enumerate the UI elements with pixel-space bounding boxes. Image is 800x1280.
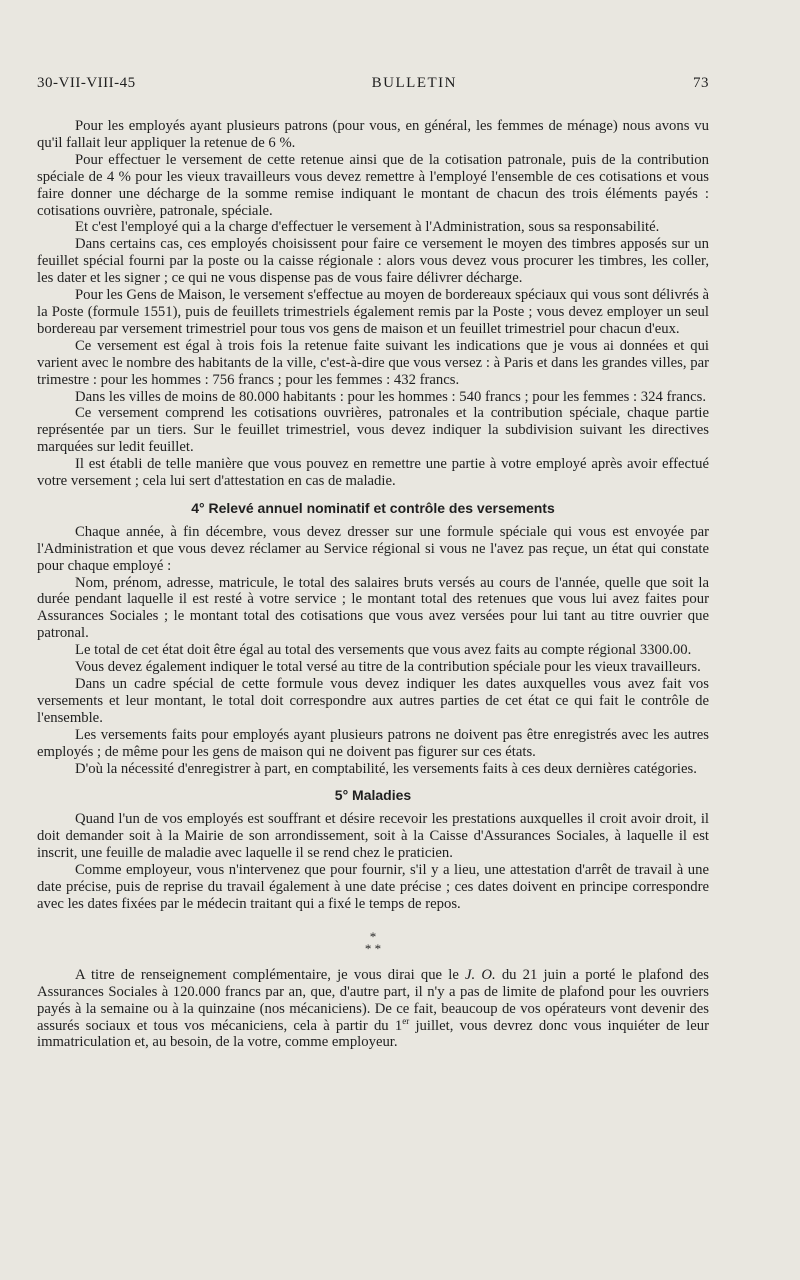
paragraph: Dans les villes de moins de 80.000 habitants : pour les hommes : 540 francs ; pour les femmes : 324 francs.: [75, 388, 707, 405]
paragraph: D'où la nécessité d'enregistrer à part, en comptabilité, les versements faits à ces deux dernières catégories.: [75, 760, 697, 777]
ordinal-superscript: er: [402, 1015, 410, 1026]
closing-paragraph: [37, 967, 709, 1052]
paragraph: Les versements faits pour employés ayant plusieurs patrons ne doivent pas être enregistrés avec les autres employés ; de même pour les gens de maison qui ne doivent pas figurer sur ces états.: [37, 726, 709, 760]
paragraph: Pour effectuer le versement de cette retenue ainsi que de la cotisation patronale, puis de la contribution spéciale de 4 % pour les vieux travailleurs vous devez remettre à l'employé l'ensemble de ces cotisations et vous faire donner une décharge de la somme remise indiquant le montant de chacun des trois éléments payés : cotisations ouvrière, patronale, spéciale.: [37, 151, 709, 219]
paragraph: Dans un cadre spécial de cette formule vous devez indiquer les dates auxquelles vous avez fait vos versements et leur montant, le total doit correspondre aux autres parties de cet état ce qui fait le contrôle de l'ensemble.: [37, 676, 709, 726]
paragraph: Pour les Gens de Maison, le versement s'effectue au moyen de bordereaux spéciaux qui vous sont délivrés à la Poste (formule 1551), puis de feuillets trimestriels également remis par la Poste ; vous devez employer un seul bordereau par versement trimestriel pour tous vos gens de maison et un feuillet trimestriel pour chacun d'eux.: [37, 287, 709, 337]
paragraph: Dans certains cas, ces employés choisissent pour faire ce versement le moyen des timbres apposés sur un feuillet spécial fourni par la poste ou la caisse régionale : alors vous devez vous procurer les timbres, les coller, les dater et les signer ; ce qui ne vous dispense pas de vous faire délivrer décharge.: [37, 236, 709, 287]
header-date: 30-VII-VIII-45: [37, 75, 136, 91]
asterisk-bottom: * *: [364, 940, 382, 956]
section-heading: 5° Maladies: [334, 787, 412, 804]
paragraph: Ce versement comprend les cotisations ouvrières, patronales et la contribution spéciale, chaque partie représentée par un tiers. Sur le feuillet trimestriel, vous devez indiquer la subdivision suivant les directives marquées sur ledit feuillet.: [37, 405, 709, 456]
paragraph: Comme employeur, vous n'intervenez que pour fournir, s'il y a lieu, une attestation d'arrêt de travail à une date précise, puis de reprise du travail également à une date précise ; ces dates doivent en principe correspondre avec les dates fixées par le médecin traitant qui a fixé le temps de repos.: [37, 862, 709, 912]
page-body: [37, 118, 709, 1051]
closing-text-2: du 21 juin a porté le plafond des Assurances Sociales à 120.000 francs par an, que, d'autre part, il n'y a pas de limite de plafond pour les ouvriers payés à la semaine ou à la quinzaine (nos mécaniciens). De ce fait, beaucoup de vos opérateurs vont devenir des assurés sociaux et tous vos mécaniciens, cela à partir du 1: [37, 966, 709, 1034]
paragraph: Nom, prénom, adresse, matricule, le total des salaires bruts versés au cours de l'année, quelle que soit la durée pendant laquelle il est resté à votre service ; le montant total des retenues que vous lui avez faites pour Assurances Sociales ; le montant total des cotisations que vous avez versées pour lui tant au titre ouvrier que patronal.: [37, 574, 709, 642]
paragraph: Quand l'un de vos employés est souffrant et désire recevoir les prestations auxquelles il croit avoir droit, il doit demander soit à la Mairie de son arrondissement, soit à la Caisse d'Assurances Sociales, à laquelle il est inscrit, une feuille de maladie avec laquelle il se rend chez le praticien.: [37, 811, 709, 862]
page-header: [37, 75, 709, 92]
closing-text-1: A titre de renseignement complémentaire, je vous dirai que le: [75, 966, 466, 983]
paragraph: Ce versement est égal à trois fois la retenue faite suivant les indications que je vous ai données et qui varient avec le nombre des habitants de la ville, c'est-à-dire que vous versez : à Paris et dans les grandes villes, par trimestre : pour les hommes : 756 francs ; pour les femmes : 432 francs.: [37, 337, 709, 388]
page-number: 73: [693, 75, 709, 91]
separator-asterisks: [37, 928, 709, 956]
paragraph: Vous devez également indiquer le total versé au titre de la contribution spéciale pour les vieux travailleurs.: [75, 659, 701, 676]
paragraph: Pour les employés ayant plusieurs patrons (pour vous, en général, les femmes de ménage) nous avons vu qu'il fallait leur appliquer la retenue de 6 %.: [37, 118, 709, 151]
header-title: BULLETIN: [371, 75, 457, 91]
closing-text-3: juillet, vous devrez donc vous inquiéter de leur immatriculation et, au besoin, de la votre, comme employeur.: [37, 1017, 709, 1051]
paragraph: Chaque année, à fin décembre, vous devez dresser sur une formule spéciale qui vous est envoyée par l'Administration et que vous devez réclamer au Service régional si vous ne l'avez pas reçue, un état qui constate pour chaque employé :: [37, 523, 709, 574]
paragraph: Le total de cet état doit être égal au total des versements que vous avez faits au compte régional 3300.00.: [75, 642, 692, 659]
paragraph: Il est établi de telle manière que vous pouvez en remettre une partie à votre employé après avoir effectué votre versement ; cela lui sert d'attestation en cas de maladie.: [37, 456, 709, 490]
asterisk-top: *: [369, 928, 377, 944]
paragraph: Et c'est l'employé qui a la charge d'effectuer le versement à l'Administration, sous sa responsabilité.: [75, 219, 660, 236]
section-heading: 4° Relevé annuel nominatif et contrôle des versements: [191, 499, 555, 516]
journal-officiel-abbr: J. O.: [465, 966, 496, 983]
